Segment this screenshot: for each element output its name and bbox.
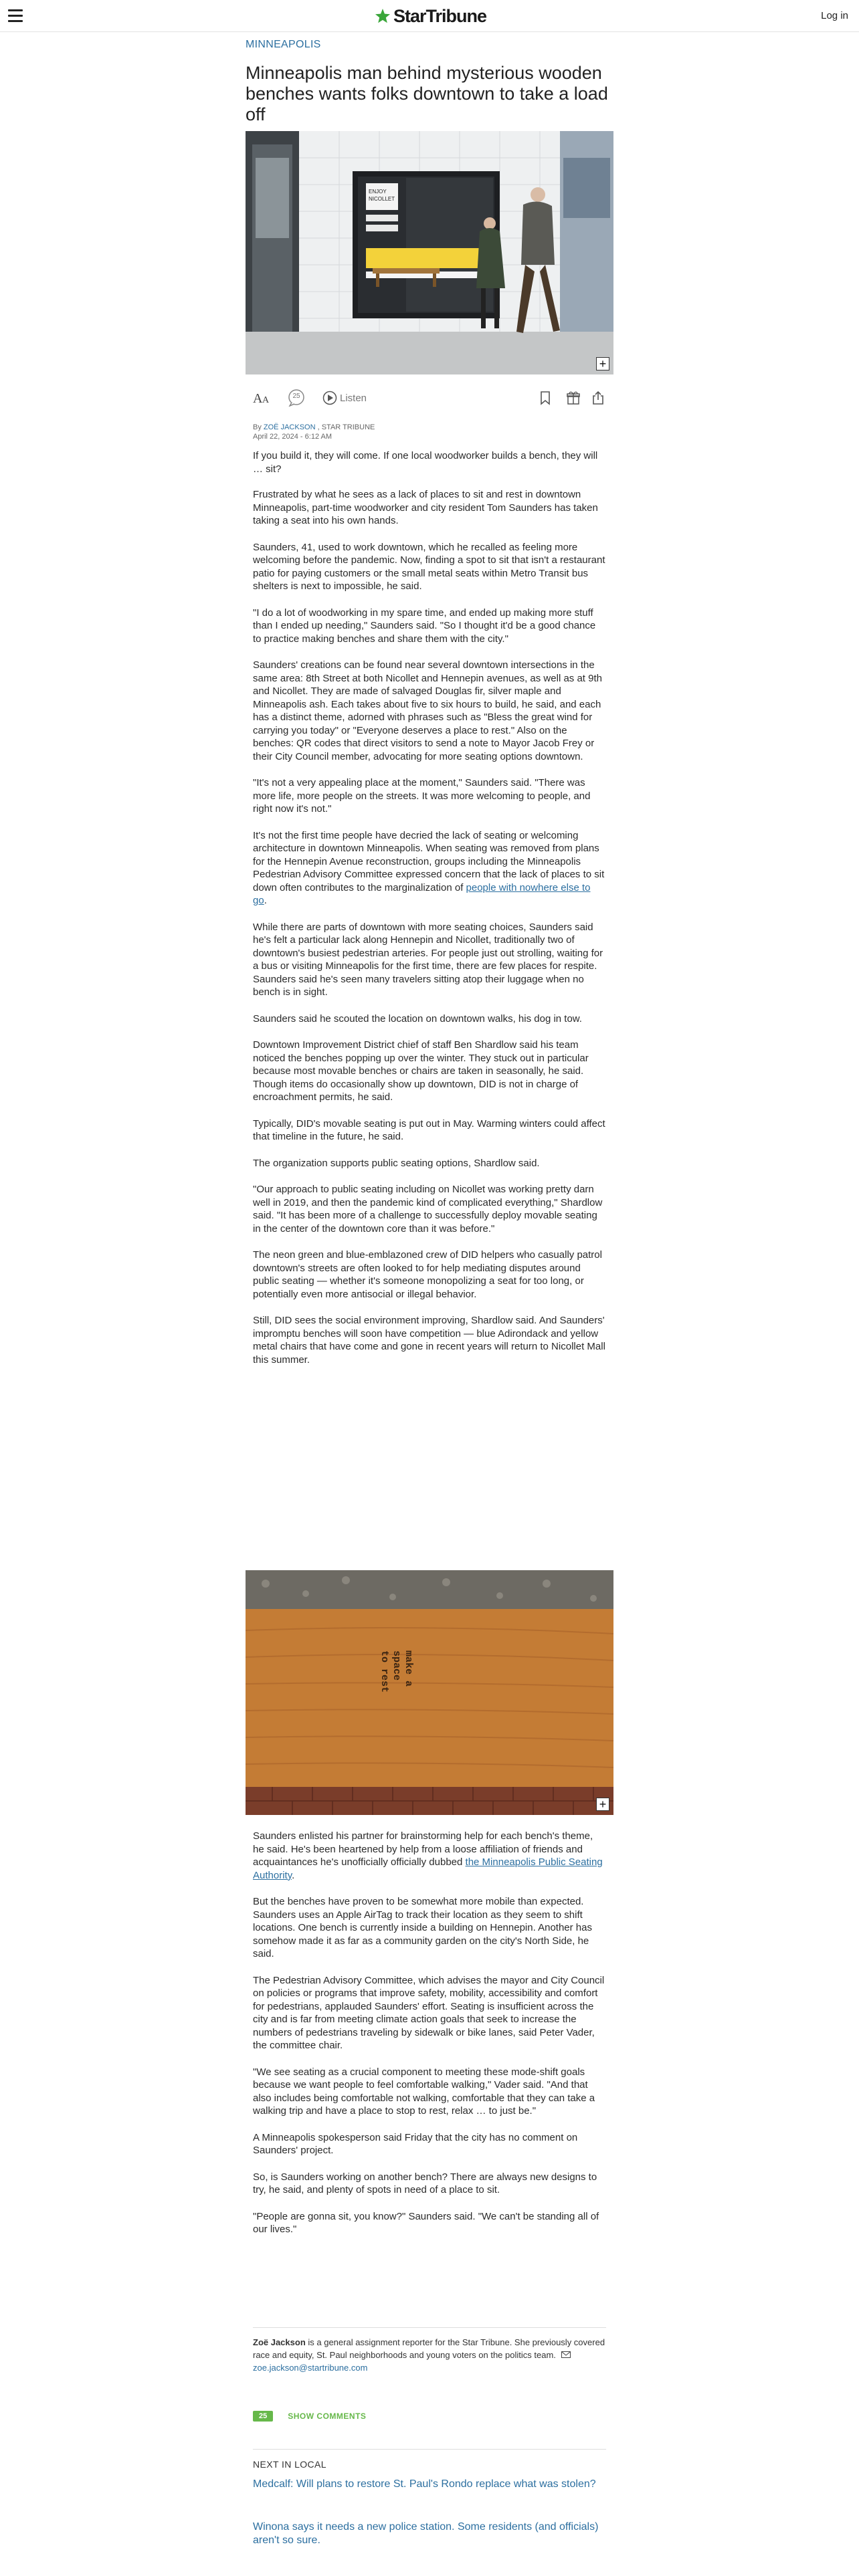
paragraph: Saunders, 41, used to work downtown, which he recalled as feeling more welcoming before the pandemic. Now, finding a spot to sit that isn't a restaurant patio for paying customers or the small metal seats within Metro Transit bus shelters is next to impossible, he said. [253, 541, 605, 592]
paragraph-text: . [292, 1869, 295, 1881]
seating-authority-link[interactable]: the Minneapolis Public Seating Authority [253, 1856, 603, 1881]
bookmark-icon [539, 391, 551, 405]
article-body-continued [253, 1830, 606, 2236]
share-icon [591, 391, 605, 405]
listen-label: Listen [340, 392, 367, 404]
lead-photo [246, 131, 613, 374]
author-bio [253, 2327, 606, 2374]
author-link[interactable]: ZOË JACKSON [263, 423, 316, 431]
paragraph-text: . [264, 895, 267, 906]
expand-photo-button[interactable]: + [596, 357, 609, 370]
byline-prefix: By [253, 423, 264, 431]
paragraph: While there are parts of downtown with more seating choices, Saunders said he's felt a particular lack along Hennepin and Nicollet, traditionally two of downtown's busiest pedestrian arteries. For people just out strolling, waiting for a bus or visiting Minneapolis for the first time, there are few places for respite. Saunders said he's seen many travelers sitting atop their luggage when no bench is in sight. [253, 921, 603, 998]
gift-icon [566, 391, 581, 405]
logo-text: StarTribune [393, 5, 487, 26]
section-label[interactable]: MINNEAPOLIS [246, 39, 321, 50]
paragraph-text: It's not the first time people have decried the lack of seating or welcoming architecture in downtown Minneapolis. When seating was removed from plans for the Hennepin Avenue reconstruction, groups including the Minneapolis Pedestrian Advisory Committee expressed concern that the lack of places to sit down often contributes to the marginalization of [253, 829, 605, 893]
author-email-link[interactable]: zoe.jackson@startribune.com [253, 2363, 368, 2373]
paragraph: But the benches have proven to be somewhat more mobile than expected. Saunders uses an Apple AirTag to track their location as they seem to shift locations. One bench is currently inside a building on Hennepin. Another has somehow made it as far as a community garden on the city's North Side, he said. [253, 1896, 592, 1959]
svg-text:A: A [253, 391, 263, 405]
play-icon [322, 391, 337, 405]
bench-photo [246, 1570, 613, 1815]
bench-stencil-3: to rest [379, 1650, 390, 1693]
show-comments-button[interactable]: SHOW COMMENTS [288, 2411, 367, 2421]
bench-stencil-1: make a [403, 1650, 414, 1687]
sign-line-2: NICOLLET [369, 196, 395, 202]
byline [253, 423, 606, 441]
bench-stencil-2: space [391, 1650, 402, 1681]
comment-count: 25 [292, 393, 300, 400]
bio-text: is a general assignment reporter for the Star Tribune. She previously covered race and equity, St. Paul neighborhoods and young voters on the politics team. [253, 2337, 605, 2360]
paragraph: The Pedestrian Advisory Committee, which advises the mayor and City Council on policies or programs that improve safety, mobility, accessibility and comfort for pedestrians, applauded Saunders' effort. Seating is insufficient across the city and is far from meeting climate action goals that seek to increase the numbers of pedestrians traveling by sidewalk or bike lanes, said Peter Vader, the committee chair. [253, 1974, 605, 2051]
headline: Minneapolis man behind mysterious wooden benches wants folks downtown to take a load off [246, 63, 608, 124]
site-header [0, 0, 859, 32]
paragraph: "I do a lot of woodworking in my spare time, and ended up making more stuff than I ended up needing," Saunders said. "So I thought it'd be a good chance to practice making benches and share them with the city." [253, 607, 596, 645]
star-logo-icon [375, 8, 391, 24]
paragraph: The organization supports public seating options, Shardlow said. [253, 1157, 540, 1169]
next-in-local-label: NEXT IN LOCAL [253, 2459, 326, 2470]
article-header [246, 32, 613, 125]
gift-button[interactable] [566, 388, 581, 408]
paragraph-text: Saunders enlisted his partner for brainstorming help for each bench's theme, he said. He's been heartened by help from a loose affiliation of friends and acquaintances he's unofficially officially dubbed [253, 1830, 593, 1868]
nowhere-else-link[interactable]: people with nowhere else to go [253, 881, 591, 906]
menu-icon[interactable] [8, 9, 24, 23]
lead-photo-scene [246, 131, 613, 374]
paragraph: So, is Saunders working on another bench? There are always new designs to try, he said, and plenty of spots in need of a place to sit. [253, 2171, 597, 2195]
next-in-local [253, 2449, 606, 2547]
listen-button[interactable] [322, 388, 367, 408]
paragraph: "People are gonna sit, you know?" Saunders said. "We can't be standing all of our lives." [253, 2210, 599, 2235]
byline-outlet: , STAR TRIBUNE [315, 423, 375, 431]
paragraph: A Minneapolis spokesperson said Friday that the city has no comment on Saunders' project. [253, 2131, 578, 2156]
bench-photo-scene [246, 1570, 613, 1815]
publish-date: April 22, 2024 - 6:12 AM [253, 433, 332, 441]
article-body [253, 449, 606, 1366]
comment-count-badge[interactable]: 25 [253, 2411, 273, 2422]
svg-text:A: A [262, 395, 270, 405]
paragraph: If you build it, they will come. If one local woodworker builds a bench, they will … sit? [253, 450, 598, 475]
logo[interactable] [375, 5, 486, 27]
paragraph: Downtown Improvement District chief of staff Ben Shardlow said his team noticed the benches popping up over the winter. They stuck out in particular because most movable benches or chairs are taken in seasonally, he said. Though items do occasionally show up downtown, DID is not in charge of encroachment permits, he said. [253, 1039, 589, 1103]
paragraph: The neon green and blue-emblazoned crew of DID helpers who casually patrol downtown's streets are often looked to for help mediating disputes around public seating — whether it's someone monopolizing a seat for too long, or potentially even more antisocial or illegal behavior. [253, 1249, 602, 1300]
login-link[interactable]: Log in [821, 10, 848, 21]
text-size-button[interactable] [253, 388, 273, 408]
paragraph: "We see seating as a crucial component to meeting these mode-shift goals because we want people to feel comfortable walking," Vader said. "And that also includes being comfortable not walking, comfortable that they can take a walking trip and have a place to stop to rest, relax … to just be." [253, 2066, 595, 2117]
share-button[interactable] [591, 388, 605, 408]
bio-name: Zoë Jackson [253, 2337, 306, 2347]
paragraph: Saunders' creations can be found near several downtown intersections in the same area: 8th Street at both Nicollet and Hennepin avenues, as well as at 9th and Nicollet. They are made of salvaged Douglas fir, silver maple and Minneapolis ash. Each takes about five to six hours to build, he said, and each has a distinct theme, adorned with phrases such as "Bless the great wind for carrying you today" or "Everyone deserves a place to rest." Also on the benches: QR codes that direct visitors to send a note to Mayor Jacob Frey or their City Council member, advocating for more seating options downtown. [253, 659, 602, 762]
paragraph [253, 829, 606, 907]
paragraph: Still, DID sees the social environment improving, Shardlow said. And Saunders' impromptu benches will soon have competition — blue Adirondack and yellow metal chairs that have come and gone in recent years will return to Nicollet Mall this summer. [253, 1315, 605, 1366]
mail-icon [561, 2351, 571, 2358]
paragraph: "Our approach to public seating including on Nicollet was working pretty darn well in 2019, and then the pandemic kind of complicated everything," Shardlow said. "It has been more of a challenge to successfully deploy movable seating in the center of the downtown core than it was before." [253, 1184, 603, 1235]
text-size-icon [253, 391, 273, 405]
paragraph: Frustrated by what he sees as a lack of places to sit and rest in downtown Minneapolis, part-time woodworker and city resident Tom Saunders has taken taking a seat into his own hands. [253, 489, 598, 526]
next-story-link[interactable]: Medcalf: Will plans to restore St. Paul's Rondo replace what was stolen? [253, 2478, 596, 2490]
paragraph: Typically, DID's movable seating is put out in May. Warming winters could affect that timeline in the future, he said. [253, 1117, 605, 1142]
comments-count-button[interactable] [286, 388, 306, 408]
paragraph: Saunders said he scouted the location on downtown walks, his dog in tow. [253, 1012, 582, 1025]
paragraph: "It's not a very appealing place at the moment," Saunders said. "There was more life, more people on the streets. It was more welcoming to people, and right now it's not." [253, 777, 591, 815]
expand-photo-button[interactable]: + [596, 1798, 609, 1811]
article-toolbar [253, 388, 606, 411]
bio-text-block [253, 2336, 606, 2374]
next-story-link[interactable]: Winona says it needs a new police station. Some residents (and officials) aren't so sure. [253, 2521, 599, 2546]
comments-row [253, 2411, 366, 2422]
bookmark-button[interactable] [539, 388, 551, 408]
sign-line-1: ENJOY [369, 189, 387, 195]
paragraph [253, 1830, 606, 1882]
